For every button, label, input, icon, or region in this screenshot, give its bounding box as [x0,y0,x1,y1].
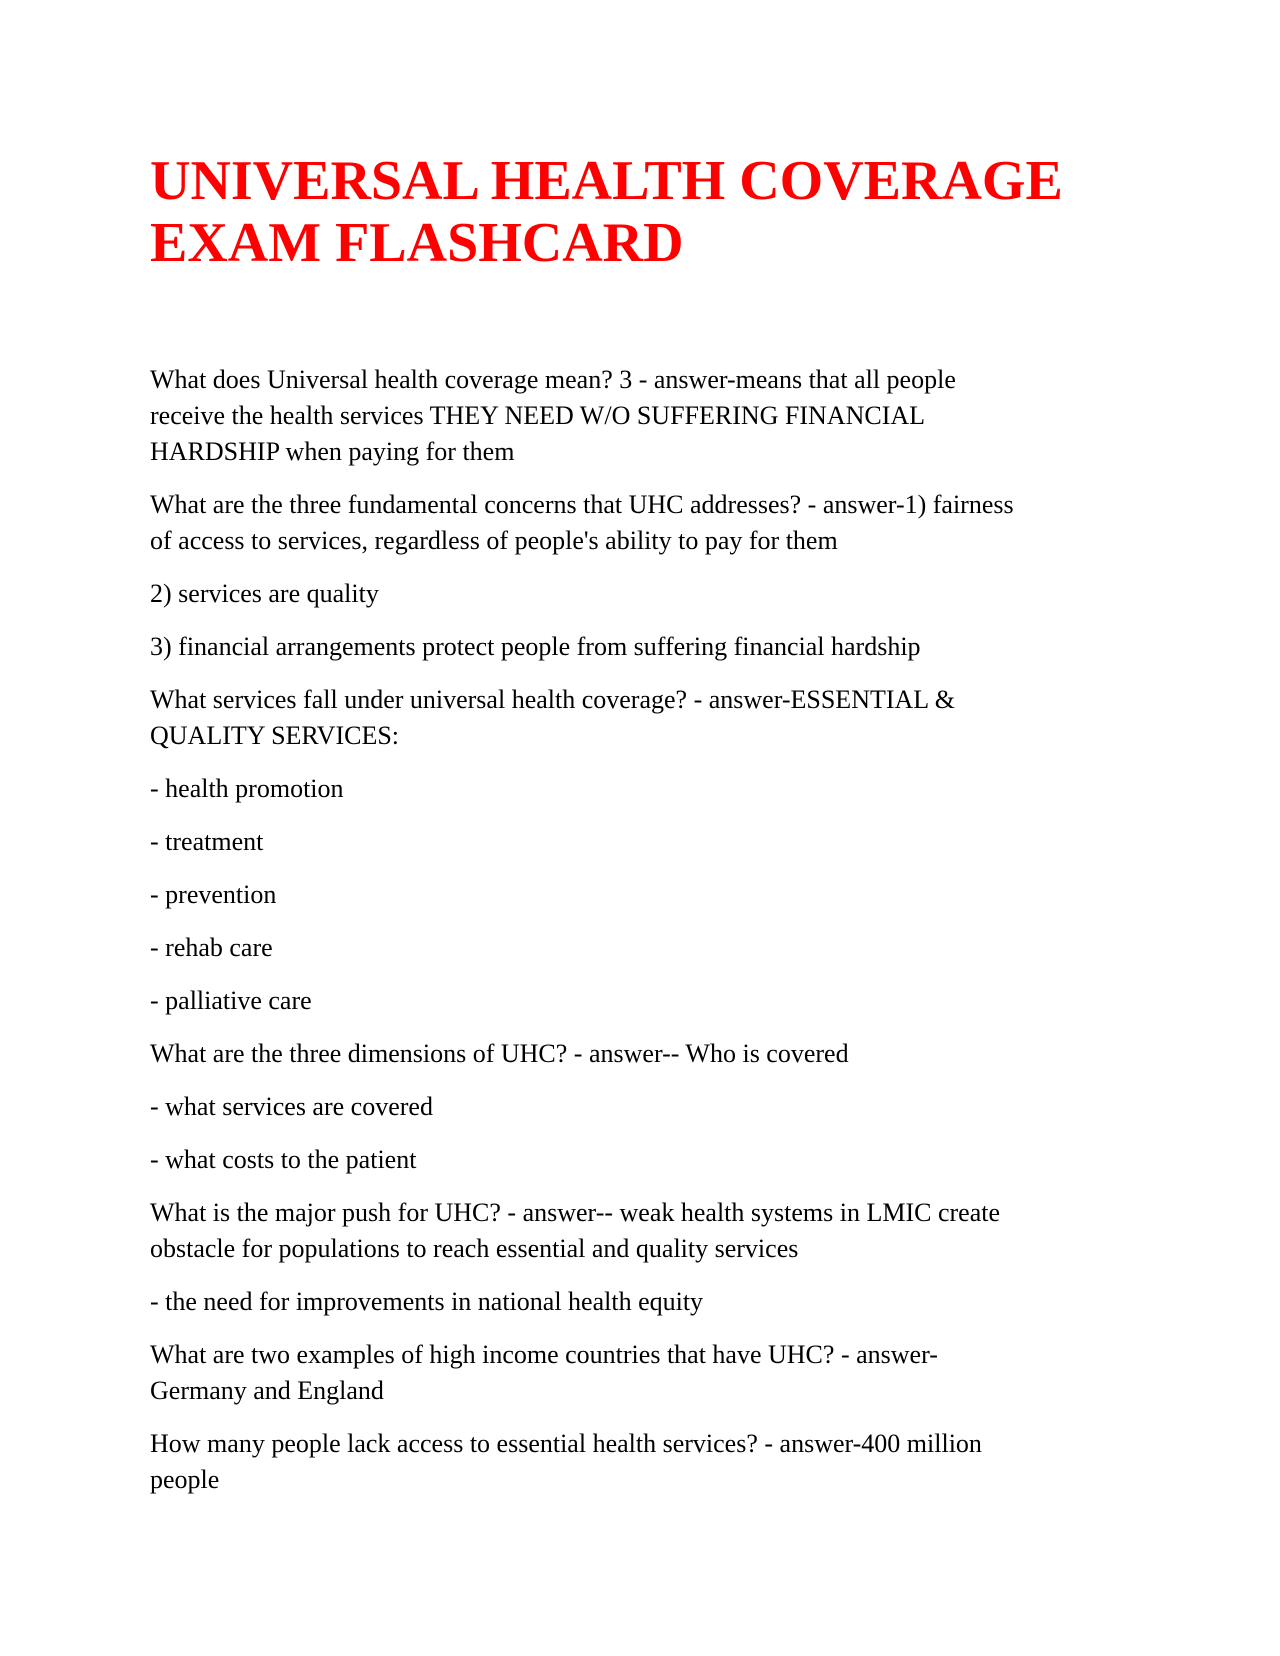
flashcard-paragraph [150,1337,1150,1409]
text-line: 3) financial arrangements protect people from suffering financial hardship [150,632,921,661]
flashcard-paragraph [150,1089,1150,1125]
flashcard-paragraph [150,576,1150,612]
text-line: - palliative care [150,986,312,1015]
text-line: QUALITY SERVICES: [150,721,400,750]
flashcard-paragraph [150,930,1150,966]
flashcard-paragraph [150,771,1150,807]
text-line: What are the three dimensions of UHC? - answer-- Who is covered [150,1039,849,1068]
text-line: - the need for improvements in national health equity [150,1287,704,1316]
flashcard-paragraph [150,877,1150,913]
flashcard-paragraph [150,362,1150,470]
flashcard-paragraph [150,629,1150,665]
text-line: receive the health services THEY NEED W/O SUFFERING FINANCIAL [150,401,926,430]
flashcard-paragraph [150,824,1150,860]
flashcard-paragraph [150,1426,1150,1498]
flashcard-paragraph [150,983,1150,1019]
flashcard-paragraph [150,1142,1150,1178]
text-line: people [150,1465,220,1494]
text-line: - what services are covered [150,1092,433,1121]
text-line: HARDSHIP when paying for them [150,437,515,466]
text-line: Germany and England [150,1376,384,1405]
flashcard-paragraph [150,487,1150,559]
text-line: What services fall under universal health coverage? - answer-ESSENTIAL & [150,685,955,714]
text-line: What are the three fundamental concerns that UHC addresses? - answer-1) fairness [150,490,1014,519]
document-page [150,150,1150,1515]
flashcard-paragraph [150,1284,1150,1320]
flashcard-paragraph [150,1036,1150,1072]
text-line: - treatment [150,827,264,856]
text-line: 2) services are quality [150,579,379,608]
flashcard-content [150,362,1150,1498]
text-line: How many people lack access to essential health services? - answer-400 million [150,1429,982,1458]
document-title [150,150,1150,274]
text-line: of access to services, regardless of people's ability to pay for them [150,526,838,555]
flashcard-paragraph [150,1195,1150,1267]
title-line: UNIVERSAL HEALTH COVERAGE [150,150,1063,212]
text-line: obstacle for populations to reach essential and quality services [150,1234,799,1263]
flashcard-paragraph [150,682,1150,754]
text-line: - what costs to the patient [150,1145,417,1174]
text-line: - prevention [150,880,277,909]
text-line: - health promotion [150,774,344,803]
title-line: EXAM FLASHCARD [150,212,684,274]
text-line: - rehab care [150,933,273,962]
text-line: What are two examples of high income countries that have UHC? - answer- [150,1340,938,1369]
text-line: What is the major push for UHC? - answer-- weak health systems in LMIC create [150,1198,1001,1227]
text-line: What does Universal health coverage mean? 3 - answer-means that all people [150,365,956,394]
